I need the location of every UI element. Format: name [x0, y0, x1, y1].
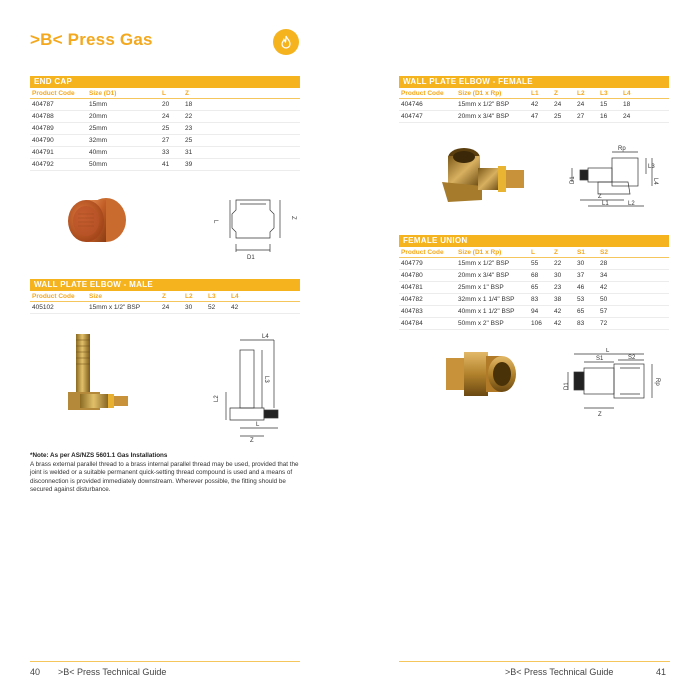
flame-icon: [273, 29, 299, 55]
table-cell: 38: [554, 296, 562, 303]
table-cell: 50mm: [89, 161, 108, 168]
diagram-label: L: [606, 348, 610, 354]
table-cell: 40mm: [89, 149, 108, 156]
table-cell: 57: [600, 308, 608, 315]
table-cell: 41: [162, 161, 170, 168]
table-cell: 42: [531, 101, 539, 108]
table-row: [30, 135, 300, 147]
table-row: [30, 302, 300, 314]
table-cell: 27: [577, 113, 585, 120]
gas-installation-note: [30, 452, 302, 495]
table-cell: 404791: [32, 149, 54, 156]
table-header: [30, 291, 300, 302]
table-cell: 16: [600, 113, 608, 120]
table-cell: 50: [600, 296, 608, 303]
table-row: [399, 99, 669, 111]
table-cell: 18: [623, 101, 631, 108]
diagram-label: D1: [247, 255, 255, 261]
table-cell: 18: [185, 101, 193, 108]
table-cell: 42: [600, 284, 608, 291]
column-header: L: [162, 90, 166, 97]
table-cell: 42: [231, 304, 239, 311]
wall-plate-male-title: WALL PLATE ELBOW - MALE: [30, 279, 300, 291]
table-cell: 15: [600, 101, 608, 108]
column-header: L2: [185, 293, 193, 300]
diagram-label: Z: [290, 216, 296, 220]
footer-left-page-number: 40: [30, 667, 41, 677]
diagram-label: L1: [602, 201, 609, 207]
wall-plate-male-product-image: [64, 330, 134, 435]
diagram-label: D1: [564, 382, 570, 390]
table-cell: 20mm x 3/4" BSP: [458, 113, 510, 120]
table-cell: 42: [554, 308, 562, 315]
diagram-label: L: [256, 422, 260, 428]
table-cell: 20: [162, 101, 170, 108]
table-cell: 15mm x 1/2" BSP: [458, 260, 510, 267]
diagram-label: L4: [652, 178, 658, 185]
table-cell: 30: [554, 272, 562, 279]
table-cell: 404790: [32, 137, 54, 144]
table-row: [399, 306, 669, 318]
table-row: [30, 123, 300, 135]
table-cell: 404747: [401, 113, 423, 120]
table-cell: 83: [531, 296, 539, 303]
end-cap-title: END CAP: [30, 76, 300, 88]
table-row: [30, 111, 300, 123]
diagram-label: L3: [263, 376, 269, 383]
column-header: Size: [89, 293, 103, 300]
table-cell: 47: [531, 113, 539, 120]
diagram-label: Z: [598, 194, 602, 200]
table-cell: 24: [623, 113, 631, 120]
female-union-table: [399, 235, 669, 330]
table-cell: 65: [531, 284, 539, 291]
table-cell: 15mm x 1/2" BSP: [89, 304, 141, 311]
table-cell: 22: [554, 260, 562, 267]
table-cell: 24: [554, 101, 562, 108]
wall-plate-male-table: [30, 279, 300, 314]
table-row: [30, 147, 300, 159]
table-cell: 83: [577, 320, 585, 327]
table-cell: 46: [577, 284, 585, 291]
table-row: [399, 270, 669, 282]
table-cell: 404781: [401, 284, 423, 291]
diagram-label: L2: [214, 395, 220, 402]
table-cell: 24: [577, 101, 585, 108]
column-header: Product Code: [401, 90, 444, 97]
table-cell: 22: [185, 113, 193, 120]
column-header: Size (D1 x Rp): [458, 249, 502, 256]
table-cell: 33: [162, 149, 170, 156]
end-cap-product-image: [62, 196, 132, 253]
table-cell: 50mm x 2" BSP: [458, 320, 504, 327]
column-header: Z: [162, 293, 166, 300]
table-cell: 404787: [32, 101, 54, 108]
table-cell: 404784: [401, 320, 423, 327]
table-cell: 25: [162, 125, 170, 132]
table-cell: 25: [185, 137, 193, 144]
table-row: [399, 258, 669, 270]
table-cell: 30: [577, 260, 585, 267]
diagram-label: Z: [250, 438, 254, 444]
column-header: L4: [231, 293, 239, 300]
table-cell: 404780: [401, 272, 423, 279]
table-cell: 20mm x 3/4" BSP: [458, 272, 510, 279]
end-cap-diagram: [200, 192, 305, 267]
table-cell: 68: [531, 272, 539, 279]
table-cell: 65: [577, 308, 585, 315]
column-header: Z: [185, 90, 189, 97]
column-header: Product Code: [401, 249, 444, 256]
table-cell: 40mm x 1 1/2" BSP: [458, 308, 515, 315]
table-cell: 53: [577, 296, 585, 303]
table-cell: 404782: [401, 296, 423, 303]
table-cell: 404789: [32, 125, 54, 132]
table-cell: 23: [185, 125, 193, 132]
wall-plate-female-product-image: [438, 142, 528, 219]
footer-right-page-number: 41: [656, 667, 667, 677]
table-cell: 32mm x 1 1/4" BSP: [458, 296, 515, 303]
female-union-diagram: [560, 348, 670, 423]
column-header: L1: [531, 90, 539, 97]
table-cell: 55: [531, 260, 539, 267]
footer-right-title: >B< Press Technical Guide: [505, 667, 614, 677]
table-cell: 404779: [401, 260, 423, 267]
wall-plate-female-diagram: [568, 144, 668, 219]
table-cell: 31: [185, 149, 193, 156]
note-body: A brass external parallel thread to a brass internal parallel thread may be used, provided that the joint is welded or a suitable permanent quick-setting thread compound is used and a means of disconnection is provided immediately downstream. Wherever possible, the fitting should be secured against disturbance.: [30, 460, 299, 494]
table-cell: 106: [531, 320, 542, 327]
diagram-label: L2: [628, 201, 635, 207]
table-row: [30, 99, 300, 111]
table-cell: 30: [185, 304, 193, 311]
table-cell: 23: [554, 284, 562, 291]
table-cell: 34: [600, 272, 608, 279]
table-row: [30, 159, 300, 171]
footer-left-title: >B< Press Technical Guide: [58, 667, 167, 677]
diagram-label: D1: [570, 176, 576, 184]
table-cell: 15mm x 1/2" BSP: [458, 101, 510, 108]
column-header: Z: [554, 249, 558, 256]
end-cap-table: [30, 76, 300, 171]
column-header: Product Code: [32, 90, 75, 97]
table-cell: 24: [162, 304, 170, 311]
wall-plate-female-title: WALL PLATE ELBOW - FEMALE: [399, 76, 669, 88]
table-row: [399, 282, 669, 294]
diagram-label: L: [212, 220, 218, 224]
table-cell: 15mm: [89, 101, 108, 108]
table-cell: 25mm: [89, 125, 108, 132]
column-header: Size (D1): [89, 90, 117, 97]
diagram-label: L4: [262, 334, 269, 340]
table-cell: 94: [531, 308, 539, 315]
note-title: *Note: As per AS/NZS 5601.1 Gas Installations: [30, 452, 168, 459]
column-header: L3: [208, 293, 216, 300]
table-cell: 42: [554, 320, 562, 327]
table-row: [399, 111, 669, 123]
column-header: S1: [577, 249, 585, 256]
table-cell: 37: [577, 272, 585, 279]
table-cell: 39: [185, 161, 193, 168]
column-header: L2: [577, 90, 585, 97]
table-cell: 404788: [32, 113, 54, 120]
table-row: [399, 294, 669, 306]
page-title: >B< Press Gas: [30, 30, 153, 49]
table-cell: 52: [208, 304, 216, 311]
table-cell: 25mm x 1" BSP: [458, 284, 504, 291]
diagram-label: L3: [648, 164, 655, 170]
column-header: Z: [554, 90, 558, 97]
wall-plate-female-table: [399, 76, 669, 123]
column-header: L: [531, 249, 535, 256]
column-header: Product Code: [32, 293, 75, 300]
table-cell: 72: [600, 320, 608, 327]
table-cell: 404792: [32, 161, 54, 168]
diagram-label: S2: [628, 355, 636, 361]
table-cell: 32mm: [89, 137, 108, 144]
table-header: [399, 247, 669, 258]
wall-plate-male-diagram: [210, 332, 300, 449]
column-header: S2: [600, 249, 608, 256]
table-cell: 24: [162, 113, 170, 120]
diagram-label: Rp: [654, 378, 660, 386]
table-cell: 28: [600, 260, 608, 267]
table-cell: 20mm: [89, 113, 108, 120]
column-header: L4: [623, 90, 631, 97]
table-cell: 404746: [401, 101, 423, 108]
column-header: Size (D1 x Rp): [458, 90, 502, 97]
table-header: [30, 88, 300, 99]
diagram-label: Z: [598, 412, 602, 418]
diagram-label: S1: [596, 356, 604, 362]
female-union-product-image: [440, 346, 520, 409]
table-cell: 405102: [32, 304, 54, 311]
female-union-title: FEMALE UNION: [399, 235, 669, 247]
table-cell: 27: [162, 137, 170, 144]
column-header: L3: [600, 90, 608, 97]
table-cell: 25: [554, 113, 562, 120]
footer-rule-right: [399, 661, 670, 662]
table-cell: 404783: [401, 308, 423, 315]
diagram-label: Rp: [618, 146, 626, 152]
table-row: [399, 318, 669, 330]
footer-rule-left: [30, 661, 300, 662]
table-header: [399, 88, 669, 99]
